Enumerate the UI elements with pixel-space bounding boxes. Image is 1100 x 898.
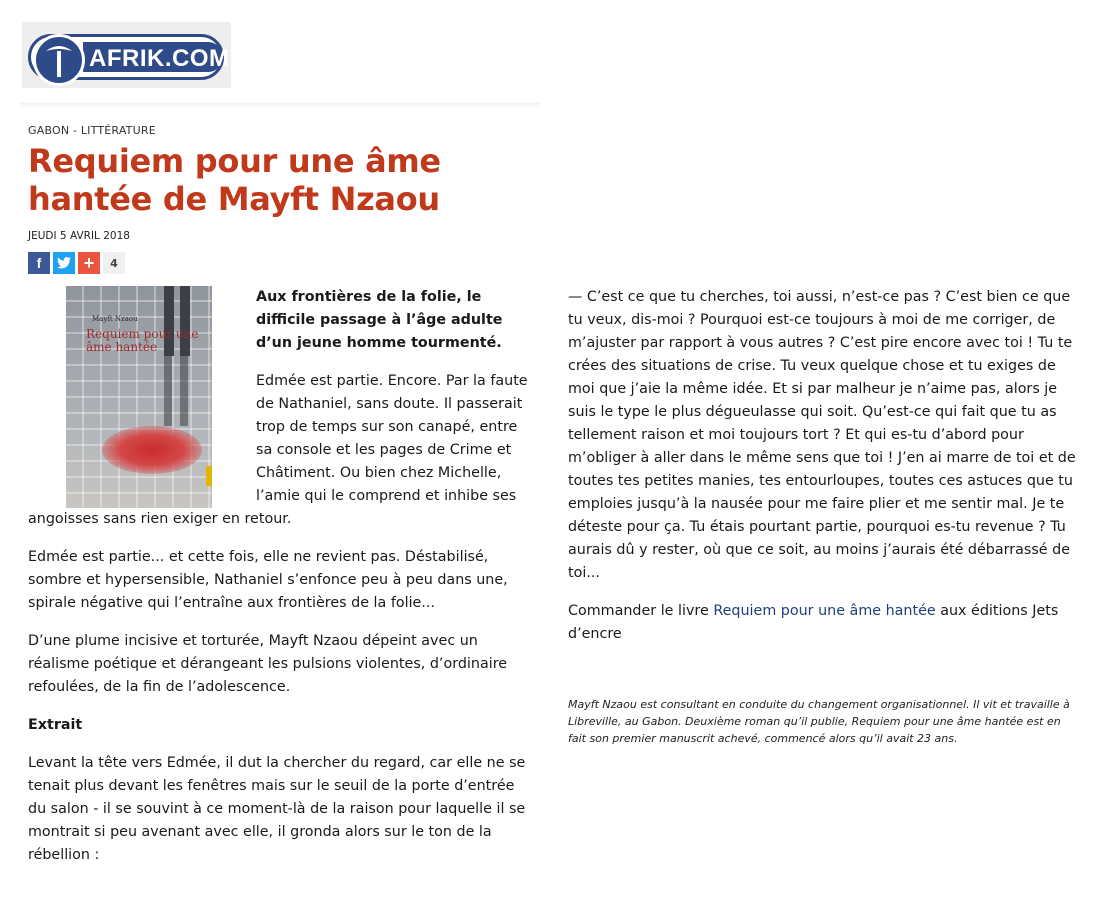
cover-puddle <box>102 426 202 474</box>
book-cover-image <box>66 286 212 508</box>
facebook-icon[interactable]: f <box>28 252 50 274</box>
author-bio: Mayft Nzaou est consultant en conduite du changement organisationnel. Il vit et travaille à Libreville, au Gabon. Deuxième roman qu’il publie, Requiem pour une âme hantée est en fait son premier manuscrit achevé, commencé alors qu’il avait 23 ans. <box>568 698 1070 745</box>
palm-tree-icon <box>36 37 82 83</box>
logo-text: AFRIK.COM <box>89 45 230 72</box>
excerpt-continued: — C’est ce que tu cherches, toi aussi, n’est-ce pas ? C’est bien ce que tu veux, dis-moi ? Pourquoi est-ce toujours à moi de me corriger, de m’ajuster par rapport à vous autres ? C’est pire encore avec toi ! Tu te crées des situations de crise. Tu veux quelque chose et tu exiges de moi que j’aie la même idée. Et si par malheur je n’aime pas, alors je suis le type le plus dégueulasse qui soit. Qu’est-ce qui fait que tu as tellement raison et moi toujours tort ? Et qui es-tu d’abord pour m’obliger à aller dans le même sens que toi ! J’en ai marre de toi et de toutes tes petites manies, tes entourloupes, toutes ces astuces que tu emploies jusqu’à la nausée pour me faire plier et me sentir mal. Je te déteste pour ça. Tu étais pourtant partie, pourquoi es-tu revenue ? Tu aurais dû y rester, où que ce soit, au moins j’aurais été débarrassé de toi... <box>568 289 1076 581</box>
twitter-icon[interactable] <box>53 252 75 274</box>
excerpt-text: Levant la tête vers Edmée, il dut la chercher du regard, car elle ne se tenait plus devant les fenêtres mais sur le seuil de la porte d’entrée du salon - il se souvint à ce moment-là de la raison pour laquelle il se montrait si peu avenant avec elle, il gronda alors sur le ton de la rébellion : <box>28 755 526 863</box>
article-body-right <box>568 286 1078 762</box>
order-prefix: Commander le livre <box>568 603 714 619</box>
plus-icon[interactable]: + <box>78 252 100 274</box>
order-suffix: aux éditions Jets d’encre <box>568 603 1059 642</box>
cover-author: Mayft Nzaou <box>92 315 138 323</box>
paragraph: D’une plume incisive et torturée, Mayft Nzaou dépeint avec un réalisme poétique et dérangeant les pulsions violentes, d’ordinaire refoulées, de la fin de l’adolescence. <box>28 633 508 695</box>
order-line <box>568 600 1078 646</box>
article-title: Requiem pour une âme hantée de Mayft Nzaou <box>28 142 441 218</box>
breadcrumb[interactable]: GABON - LITTÉRATURE <box>28 124 156 137</box>
cover-spine-band <box>206 466 212 486</box>
paragraph: Edmée est partie... et cette fois, elle ne revient pas. Déstabilisé, sombre et hypersensible, Nathaniel s’enfonce peu à peu dans une, spirale négative qui l’entraîne aux frontières de la folie... <box>28 549 508 611</box>
twitter-bird-icon <box>57 257 71 269</box>
excerpt-heading: Extrait <box>28 717 83 733</box>
logo-pill <box>28 34 230 80</box>
article-date: JEUDI 5 AVRIL 2018 <box>28 230 130 242</box>
cover-title: Requiem pour une âme hantée <box>86 327 199 354</box>
site-logo[interactable] <box>22 22 231 88</box>
header-divider <box>20 103 540 109</box>
share-bar <box>28 252 125 274</box>
globe-icon <box>33 34 85 86</box>
article-body-left <box>28 286 534 882</box>
share-count: 4 <box>103 252 125 274</box>
cover-reflection <box>164 356 172 426</box>
order-book-link[interactable]: Requiem pour une âme hantée <box>713 603 936 619</box>
article-lead: Aux frontières de la folie, le difficile passage à l’âge adulte d’un jeune homme tourmenté. <box>256 289 503 351</box>
paragraph: Edmée est partie. Encore. Par la faute de Nathaniel, sans doute. Il passerait trop de temps sur son canapé, entre sa console et les pages de Crime et Châtiment. Ou bien chez Michelle, l’amie qui le comprend et inhibe ses angoisses sans rien exiger en retour. <box>28 373 528 527</box>
